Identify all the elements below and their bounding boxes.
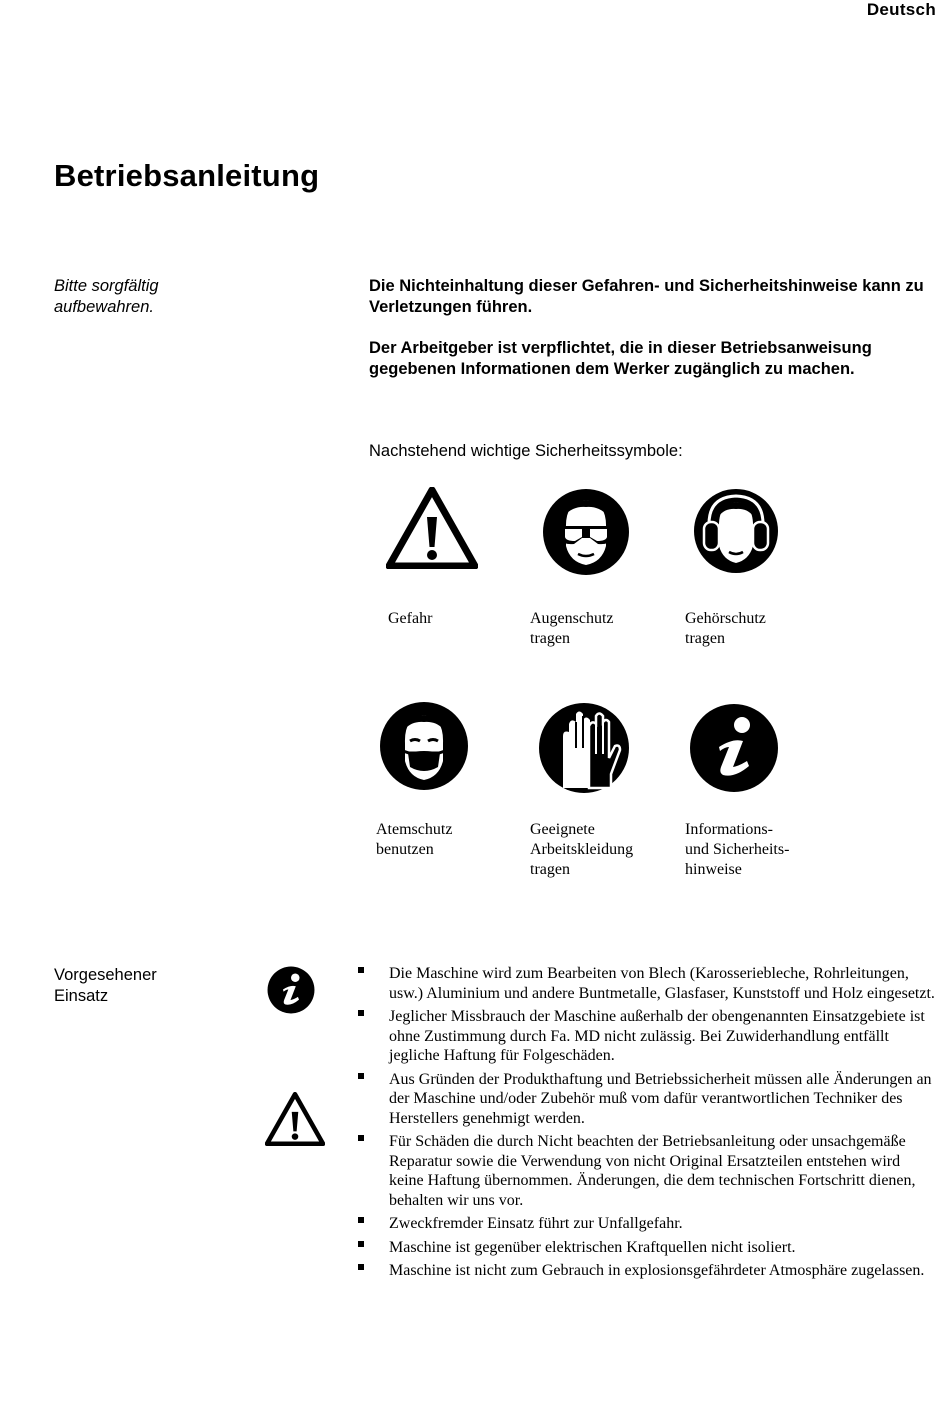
warning-text-2: Der Arbeitgeber ist verpflichtet, die in dieser Betriebsanweisung gegebenen Informationen dem Werker zugänglich zu machen. [369,339,872,378]
list-item [358,964,938,1003]
list-item [358,1007,938,1066]
respiratory-protection-icon [379,701,469,791]
protective-gloves-icon [537,702,631,794]
list-item-text: Jeglicher Missbrauch der Maschine außerhalb der obengenannten Einsatzgebiete ist ohne Zustimmung durch Fa. MD nicht zulässig. Bei Zuwiderhandlung entfällt jegliche Haftung für Folgeschäden. [389,1008,925,1064]
bullet-icon [358,1217,364,1223]
list-item [358,1132,938,1210]
list-item-text: Die Maschine wird zum Bearbeiten von Blech (Karosseriebleche, Rohrleitungen, usw.) Aluminium und andere Buntmetalle, Glasfaser, Kunststoff und Holz eingesetzt. [389,965,935,1002]
bullet-icon [358,967,364,973]
page-title: Betriebsanleitung [54,158,320,193]
symbol-label-ear-protection: Gehörschutz tragen [685,610,766,647]
list-item-text: Zweckfremder Einsatz führt zur Unfallgefahr. [389,1215,683,1232]
list-item-text: Maschine ist gegenüber elektrischen Kraftquellen nicht isoliert. [389,1238,796,1256]
usage-heading: Vorgesehener Einsatz [54,966,157,1005]
information-icon [267,966,315,1014]
usage-list [358,964,938,1285]
symbol-label-information: Informations- und Sicherheits- hinweise [685,821,790,878]
symbol-label-eye-protection: Augenschutz tragen [530,610,614,647]
ear-protection-icon [693,488,779,574]
bullet-icon [358,1264,364,1270]
bullet-icon [358,1010,364,1016]
symbols-intro: Nachstehend wichtige Sicherheitssymbole: [369,442,683,460]
list-item [358,1070,938,1129]
eye-protection-icon [542,488,630,576]
list-item [358,1261,938,1281]
bullet-icon [358,1073,364,1079]
symbol-label-danger: Gefahr [388,610,433,627]
list-item-text: Für Schäden die durch Nicht beachten der Betriebsanleitung oder unsachgemäße Reparatur sowie die Verwendung von nicht Original Ersatzteilen entstehen wird keine Haftung übernommen. Änderungen, die dem technischen Fortschritt dienen, behalten wir uns vor. [389,1133,916,1209]
danger-triangle-icon [386,487,478,569]
warning-text-1: Die Nichteinhaltung dieser Gefahren- und Sicherheitshinweise kann zu Verletzungen führen. [369,277,924,316]
symbol-label-work-clothing: Geeignete Arbeitskleidung tragen [530,821,634,878]
bullet-icon [358,1241,364,1247]
list-item-text: Aus Gründen der Produkthaftung und Betriebssicherheit müssen alle Änderungen an der Maschine und/oder Zubehör muß vom dafür verantwortlichen Techniker des Herstellers genehmigt werden. [389,1070,932,1127]
list-item-text: Maschine ist nicht zum Gebrauch in explosionsgefährdeter Atmosphäre zugelassen. [389,1262,925,1279]
bullet-icon [358,1135,364,1141]
symbol-label-respiratory: Atemschutz benutzen [376,821,453,858]
list-item [358,1214,938,1234]
language-label: Deutsch [866,0,936,19]
information-icon [689,703,779,793]
list-item [358,1238,938,1258]
side-note: Bitte sorgfältig aufbewahren. [54,277,159,316]
danger-triangle-icon [265,1092,325,1146]
